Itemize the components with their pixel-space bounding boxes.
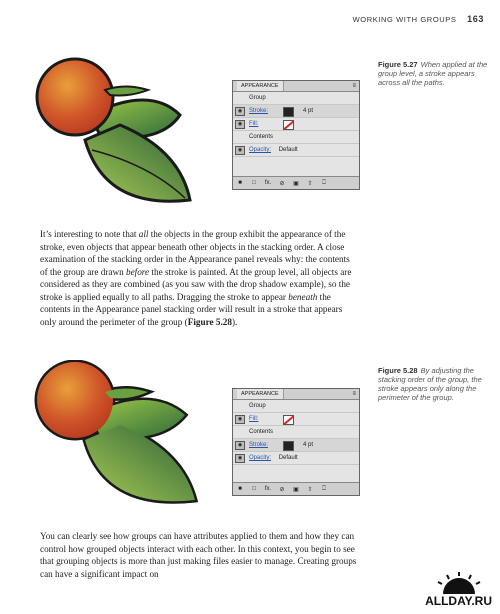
emphasis: all	[138, 229, 149, 239]
clear-appearance-icon[interactable]: ⊘	[279, 180, 285, 187]
row-label[interactable]: Opacity:	[249, 147, 272, 153]
caption-text: When applied at the group level, a stroke appears across all the paths.	[378, 60, 488, 87]
appearance-panel-2[interactable]	[232, 388, 360, 496]
appearance-row-opacity[interactable]	[233, 452, 359, 465]
section-title: WORKING WITH GROUPS	[352, 15, 457, 24]
delete-item-icon[interactable]: ⎕	[322, 179, 326, 186]
emphasis: beneath	[288, 291, 318, 302]
text-run: ).	[231, 316, 238, 327]
new-fill-icon[interactable]: □	[252, 486, 256, 492]
appearance-row-fill[interactable]	[233, 118, 359, 131]
visibility-eye-icon[interactable]: ◉	[235, 415, 245, 424]
visibility-eye-icon[interactable]: ◉	[235, 441, 245, 450]
duplicate-item-icon[interactable]: ▣	[293, 180, 299, 187]
clear-appearance-icon[interactable]: ⊘	[279, 486, 285, 493]
figure-5-28-caption	[378, 366, 488, 402]
move-icon[interactable]: ⇧	[307, 486, 313, 493]
text-run: the stroke is painted. At the group level, all objects are considered as they are combined (as you saw with the drop shadow example), so the stroke is applied equally to all paths. Dragging the stroke to appear	[40, 266, 352, 302]
row-label[interactable]: Stroke:	[249, 442, 269, 448]
stroke-weight: 4 pt	[303, 442, 314, 448]
emphasis: before	[125, 266, 150, 277]
text-run: It’s interesting to note that	[40, 229, 139, 239]
caption-label: Figure 5.28	[378, 366, 418, 375]
new-stroke-icon[interactable]: ■	[238, 486, 242, 492]
appearance-row-group[interactable]	[233, 92, 359, 105]
figure-reference: Figure 5.28	[187, 316, 232, 327]
page-number: 163	[467, 14, 484, 24]
row-label[interactable]: Opacity:	[249, 455, 272, 461]
new-stroke-icon[interactable]: ■	[238, 180, 242, 186]
add-effect-icon[interactable]: fx.	[264, 486, 272, 492]
row-label[interactable]: Fill:	[249, 121, 259, 127]
delete-item-icon[interactable]: ⎕	[322, 485, 326, 492]
appearance-panel-1[interactable]	[232, 80, 360, 190]
appearance-row-opacity[interactable]	[233, 144, 359, 157]
caption-text: By adjusting the stacking order of the group, the stroke appears only along the perimeter of the group.	[378, 366, 482, 402]
visibility-eye-icon[interactable]: ◉	[235, 120, 245, 129]
stroke-swatch[interactable]	[283, 441, 294, 451]
row-label: Group	[249, 403, 266, 409]
body-paragraph-2: You can clearly see how groups can have attributes applied to them and how they can control how grouped objects interact with each other. In this context, you begin to see that grouping objects is more than just making files easier to manage. Creating groups can have a significant impact on	[40, 531, 357, 579]
panel-title-bar	[233, 389, 359, 400]
opacity-value: Default	[278, 455, 298, 461]
stroke-weight: 4 pt	[303, 108, 314, 114]
panel-tab[interactable]: APPEARANCE	[237, 81, 284, 91]
panel-menu-icon[interactable]: ≡	[352, 391, 356, 397]
watermark-logo	[425, 572, 492, 608]
opacity-value: Default	[278, 147, 298, 153]
row-label: Contents	[249, 134, 274, 140]
running-header	[353, 14, 484, 24]
text-run: the objects in the group exhibit the appearance of the stroke, even objects that appear beneath other objects in the stacking order. A close examination of the stacking order in the Appearance panel reveals why: the contents of the group are drawn	[40, 229, 350, 277]
appearance-row-contents[interactable]	[233, 426, 359, 439]
panel-bottom-toolbar	[233, 482, 359, 495]
sunrise-icon	[429, 572, 489, 594]
move-icon[interactable]: ⇧	[307, 180, 313, 187]
fill-none-swatch[interactable]	[283, 415, 294, 425]
panel-menu-icon[interactable]: ≡	[352, 83, 356, 89]
figure-5-27-caption	[378, 60, 488, 87]
visibility-eye-icon[interactable]: ◉	[235, 146, 245, 155]
row-label[interactable]: Stroke:	[249, 108, 269, 114]
appearance-row-stroke[interactable]	[233, 439, 359, 452]
row-label: Group	[249, 95, 266, 101]
caption-label: Figure 5.27	[378, 60, 418, 69]
appearance-row-contents[interactable]	[233, 131, 359, 144]
visibility-eye-icon[interactable]: ◉	[235, 454, 245, 463]
row-label: Contents	[249, 429, 274, 435]
appearance-row-group[interactable]	[233, 400, 359, 413]
appearance-row-stroke[interactable]	[233, 105, 359, 118]
text-run: the contents in the Appearance panel stacking order will result in a stroke that appears only around the perimeter of the group (	[40, 291, 343, 327]
appearance-row-fill[interactable]	[233, 413, 359, 426]
panel-title-bar	[233, 81, 359, 92]
row-label[interactable]: Fill:	[249, 416, 259, 422]
new-fill-icon[interactable]: □	[252, 180, 256, 186]
body-paragraph-1	[40, 228, 358, 328]
add-effect-icon[interactable]: fx.	[264, 180, 272, 186]
visibility-eye-icon[interactable]: ◉	[235, 107, 245, 116]
panel-tab[interactable]: APPEARANCE	[237, 389, 284, 399]
figure-5-27-artwork	[30, 55, 220, 215]
stroke-swatch[interactable]	[283, 107, 294, 117]
duplicate-item-icon[interactable]: ▣	[293, 486, 299, 493]
panel-bottom-toolbar	[233, 176, 359, 189]
fill-none-swatch[interactable]	[283, 120, 294, 130]
figure-5-28-artwork	[30, 360, 220, 515]
watermark-text: ALLDAY.RU	[425, 594, 492, 608]
